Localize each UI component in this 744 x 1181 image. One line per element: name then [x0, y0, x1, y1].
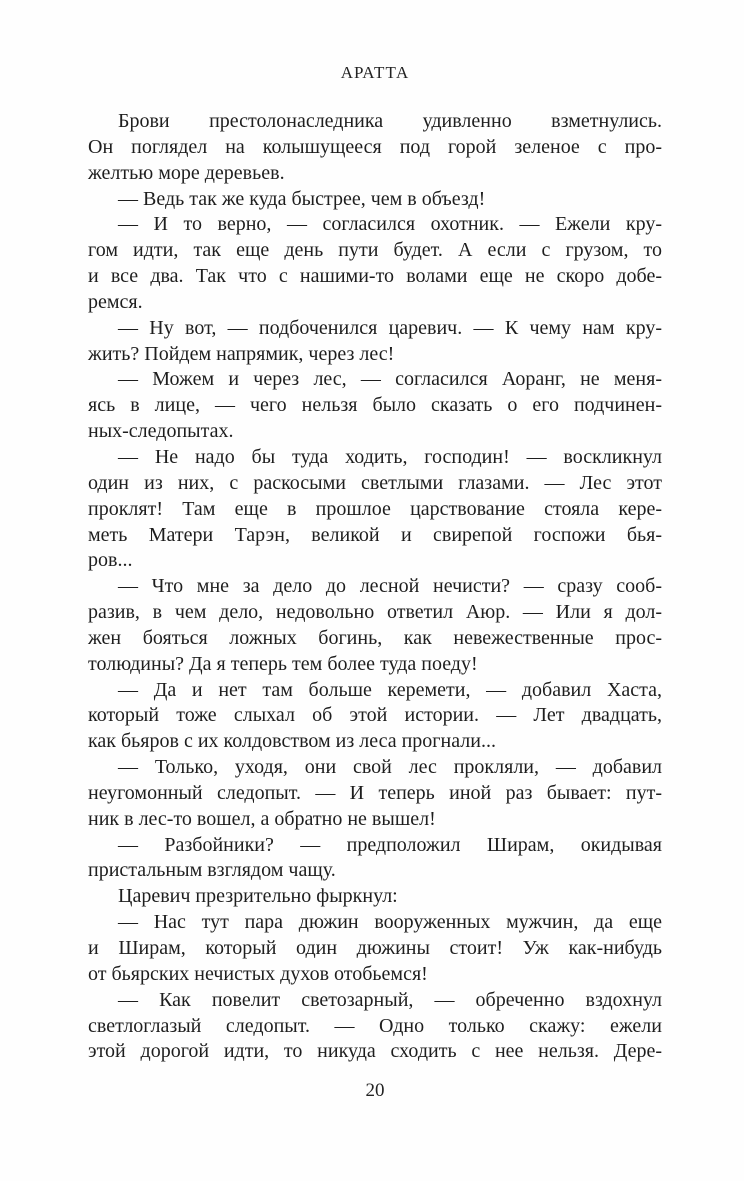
text-line: — Да и нет там больше керемети, — добавил Хаста,: [118, 678, 662, 701]
text-line: ров...: [88, 549, 133, 572]
text-line: как бьяров с их колдовством из леса прогнали...: [88, 730, 496, 753]
text-block: [88, 109, 662, 1065]
text-line: Он поглядел на колышущееся под горой зеленое с про-: [88, 135, 662, 158]
text-line: и Ширам, который один дюжины стоит! Уж как-нибудь: [88, 937, 662, 959]
text-line: Царевич презрительно фыркнул:: [118, 885, 398, 908]
text-line: от бьярских нечистых духов отобьемся!: [88, 962, 428, 985]
text-line: — Можем и через лес, — согласился Аоранг, не меня-: [118, 368, 662, 391]
text-line: проклят! Там еще в прошлое царствование стояла кере-: [88, 497, 662, 520]
page-number: 20: [365, 1080, 385, 1101]
text-line: жен бояться ложных богинь, как невежественные прос-: [88, 626, 662, 649]
text-line: светлоглазый следопыт. — Одно только скажу: ежели: [88, 1014, 662, 1037]
text-line: ясь в лице, — чего нельзя было сказать о его подчинен-: [88, 394, 662, 417]
text-line: этой дорогой идти, то никуда сходить с нее нельзя. Дере-: [88, 1040, 662, 1063]
text-line: пристальным взглядом чащу.: [88, 859, 336, 882]
text-line: жить? Пойдем напрямик, через лес!: [88, 342, 395, 365]
text-line: — Только, уходя, они свой лес прокляли, — добавил: [118, 756, 662, 779]
text-line: — Что мне за дело до лесной нечисти? — сразу сооб-: [118, 575, 662, 598]
text-line: — Не надо бы туда ходить, господин! — воскликнул: [118, 445, 662, 468]
text-line: и все два. Так что с нашими-то волами еще не скоро добе-: [88, 265, 662, 288]
text-line: один из них, с раскосыми светлыми глазами. — Лес этот: [88, 471, 662, 494]
text-line: ных-следопытах.: [88, 420, 234, 443]
text-line: — Как повелит светозарный, — обреченно вздохнул: [118, 988, 662, 1011]
text-line: который тоже слыхал об этой истории. — Лет двадцать,: [88, 704, 662, 727]
text-line: ремся.: [88, 290, 143, 313]
text-line: — Нас тут пара дюжин вооруженных мужчин, да еще: [118, 911, 662, 934]
text-line: желтью море деревьев.: [88, 161, 285, 184]
running-header: АРАТТА: [340, 63, 410, 82]
text-line: Брови престолонаследника удивленно взметнулись.: [118, 110, 662, 132]
text-line: разив, в чем дело, недовольно ответил Аюр. — Или я дол-: [88, 601, 662, 624]
text-line: неугомонный следопыт. — И теперь иной раз бывает: пут-: [88, 781, 662, 804]
text-line: — И то верно, — согласился охотник. — Ежели кру-: [118, 213, 662, 236]
text-line: — Ведь так же куда быстрее, чем в объезд!: [118, 187, 486, 210]
text-line: — Разбойники? — предположил Ширам, окидывая: [118, 833, 662, 856]
text-line: гом идти, так еще день пути будет. А если с грузом, то: [88, 239, 662, 262]
text-line: меть Матери Тарэн, великой и свирепой госпожи бья-: [88, 523, 662, 546]
text-line: — Ну вот, — подбоченился царевич. — К чему нам кру-: [118, 316, 662, 339]
text-line: ник в лес-то вошел, а обратно не вышел!: [88, 807, 436, 830]
text-line: толюдины? Да я теперь тем более туда поеду!: [88, 652, 478, 675]
